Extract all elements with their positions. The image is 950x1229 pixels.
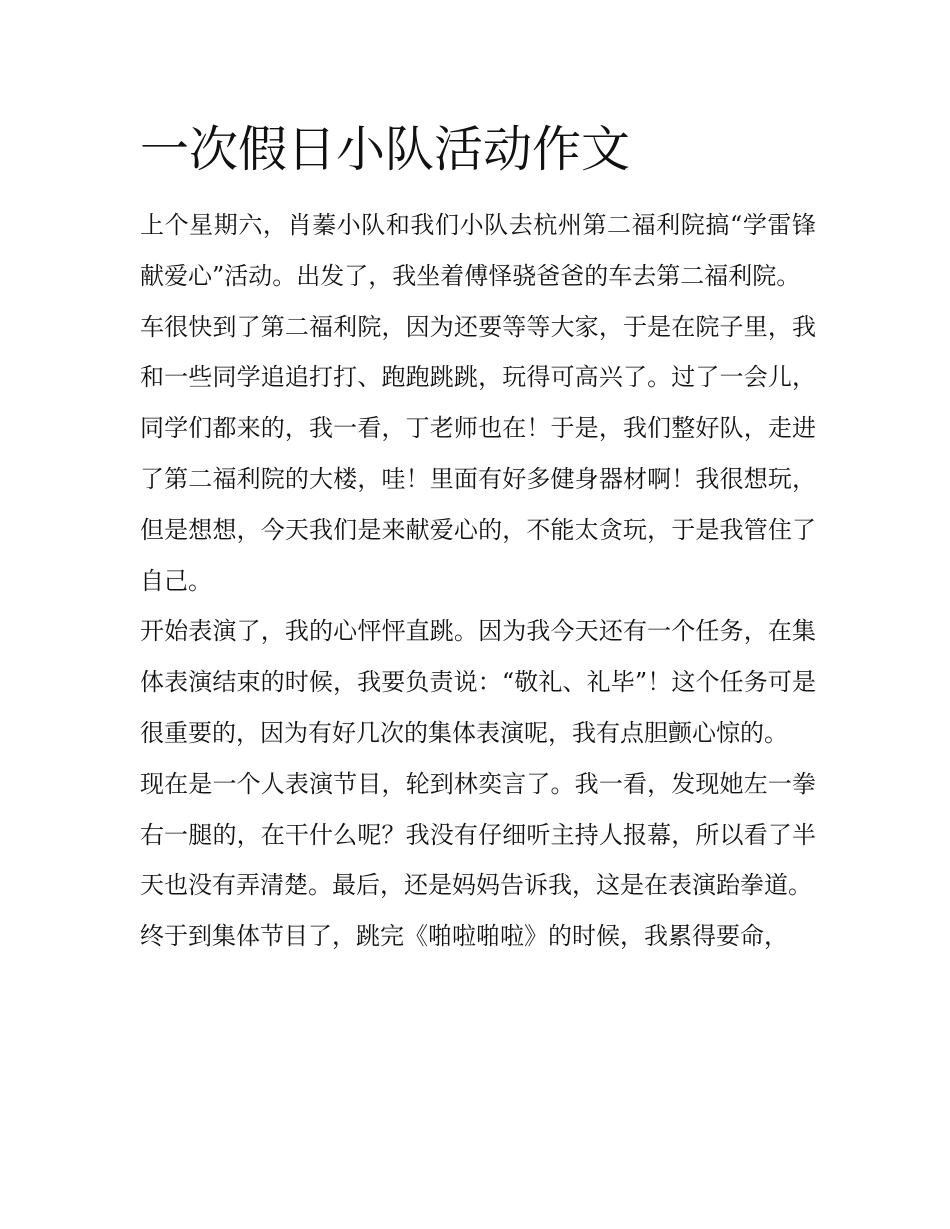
paragraph-3: 开始表演了，我的心怦怦直跳。因为我今天还有一个任务，在集体表演结束的时候，我要负责说：“敬礼、礼毕”！这个任务可是很重要的，因为有好几次的集体表演呢，我有点胆颤心惊的。 (140, 617, 816, 747)
paragraph-5: 终于到集体节目了，跳完《啪啦啪啦》的时候，我累得要命， (140, 922, 788, 951)
paragraph-4: 现在是一个人表演节目，轮到林奕言了。我一看，发现她左一拳右一腿的，在干什么呢？我没有仔细听主持人报幕，所以看了半天也没有弄清楚。最后，还是妈妈告诉我，这是在表演跆拳道。 (140, 769, 816, 900)
paragraph-2: 车很快到了第二福利院，因为还要等等大家，于是在院子里，我和一些同学追追打打、跑跑跳跳，玩得可高兴了。过了一会儿，同学们都来的，我一看，丁老师也在！于是，我们整好队，走进了第二福利院的大楼，哇！里面有好多健身器材啊！我很想玩，但是想想，今天我们是来献爱心的，不能太贪玩，于是我管住了自己。 (140, 312, 816, 595)
paragraph-1: 上个星期六，肖蓁小队和我们小队去杭州第二福利院搞“学雷锋献爱心”活动。出发了，我坐着傅怿骁爸爸的车去第二福利院。 (140, 211, 816, 290)
document-body (140, 200, 816, 962)
document-title: 一次假日小队活动作文 (140, 121, 631, 178)
document-content (140, 112, 816, 962)
